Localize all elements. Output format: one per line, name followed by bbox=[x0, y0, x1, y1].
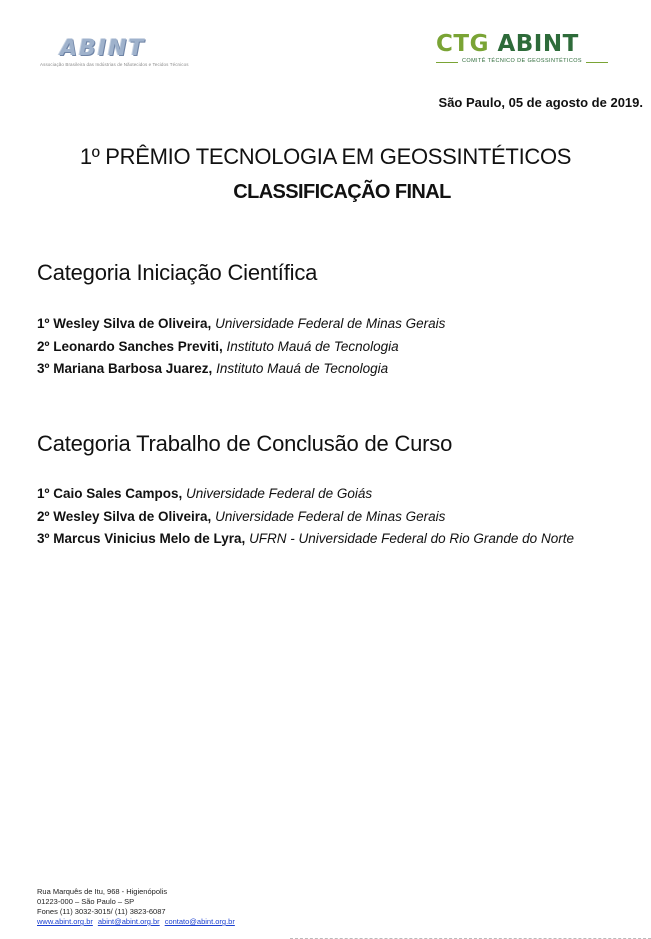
winner-row bbox=[37, 506, 574, 529]
ctg-abint-logo bbox=[436, 31, 611, 71]
winner-institution: Universidade Federal de Minas Gerais bbox=[215, 508, 446, 524]
winner-institution: Universidade Federal de Minas Gerais bbox=[215, 316, 446, 331]
winner-place: 2º bbox=[37, 508, 50, 524]
abint-logo bbox=[40, 36, 210, 76]
winner-row bbox=[37, 358, 445, 381]
footer-link-email-abint[interactable]: abint@abint.org.br bbox=[97, 917, 160, 926]
document-subtitle: CLASSIFICAÇÃO FINAL bbox=[233, 181, 451, 203]
winner-name: Marcus Vinicius Melo de Lyra, bbox=[53, 531, 246, 546]
winner-place: 2º bbox=[37, 338, 50, 354]
winner-name: Caio Sales Campos, bbox=[53, 486, 183, 501]
winner-institution: Instituto Mauá de Tecnologia bbox=[216, 361, 389, 376]
footer-links bbox=[37, 917, 240, 927]
footer-address: Rua Marquês de Itu, 968 - Higienópolis bbox=[37, 887, 168, 896]
winner-place: 3º bbox=[37, 531, 50, 546]
winner-name: Wesley Silva de Oliveira, bbox=[53, 508, 212, 524]
winner-row bbox=[37, 483, 574, 506]
winner-row bbox=[37, 336, 445, 359]
footer-link-email-contato[interactable]: contato@abint.org.br bbox=[164, 917, 235, 926]
winner-place: 1º bbox=[37, 486, 50, 501]
winner-name: Wesley Silva de Oliveira, bbox=[53, 316, 212, 331]
document-title: 1º PRÊMIO TECNOLOGIA EM GEOSSINTÉTICOS bbox=[79, 144, 572, 169]
winner-place: 3º bbox=[37, 361, 50, 376]
footer bbox=[37, 887, 240, 927]
ctg-logo-abint-text: ABINT bbox=[497, 31, 579, 57]
footer-city: 01223-000 – São Paulo – SP bbox=[37, 897, 135, 906]
winners-list bbox=[37, 483, 574, 551]
footer-phones: Fones (11) 3032-3015/ (11) 3823-6087 bbox=[37, 907, 166, 916]
winners-list bbox=[37, 313, 445, 381]
ctg-logo-ctg-text: CTG bbox=[436, 31, 489, 57]
winner-name: Mariana Barbosa Juarez, bbox=[53, 361, 213, 376]
footer-link-website[interactable]: www.abint.org.br bbox=[37, 917, 93, 926]
winner-institution: Instituto Mauá de Tecnologia bbox=[226, 338, 399, 354]
ctg-logo-subtitle: COMITÊ TÉCNICO DE GEOSSINTÉTICOS bbox=[458, 58, 586, 64]
winner-institution: Universidade Federal de Goiás bbox=[186, 486, 373, 501]
document-date: São Paulo, 05 de agosto de 2019. bbox=[438, 95, 643, 110]
winner-row bbox=[37, 528, 574, 551]
category-heading: Categoria Trabalho de Conclusão de Curso bbox=[37, 431, 453, 456]
winner-row bbox=[37, 313, 445, 336]
category-heading: Categoria Iniciação Científica bbox=[37, 260, 318, 285]
winner-institution: UFRN - Universidade Federal do Rio Grande do Norte bbox=[249, 531, 574, 546]
abint-logo-tagline: Associação Brasileira das Indústrias de Nãotecidos e Tecidos Técnicos bbox=[40, 62, 189, 67]
winner-place: 1º bbox=[37, 316, 50, 331]
winner-name: Leonardo Sanches Previti, bbox=[53, 338, 223, 354]
abint-logo-mark: ABINT bbox=[60, 36, 146, 61]
